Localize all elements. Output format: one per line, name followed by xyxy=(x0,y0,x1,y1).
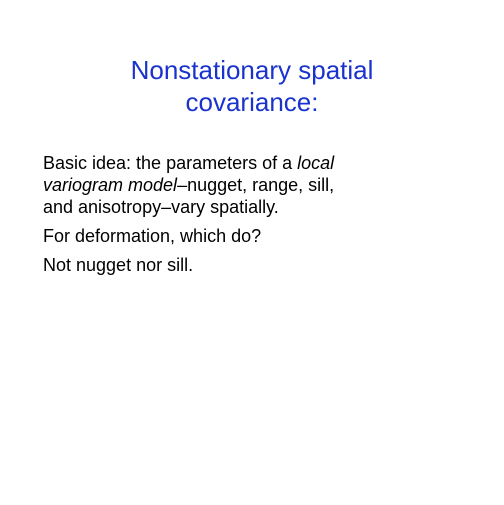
local-italic-text: local xyxy=(297,153,335,173)
paragraph-basic-idea xyxy=(43,152,483,218)
paragraph-line-3: and anisotropy–vary spatially. xyxy=(43,197,279,217)
nugget-range-sill-text: –nugget, range, sill, xyxy=(177,175,335,195)
slide-title-line-2: covariance: xyxy=(185,87,319,117)
slide-title xyxy=(0,54,504,118)
paragraph-nugget-sill: Not nugget nor sill. xyxy=(43,255,194,275)
paragraph-deformation: For deformation, which do? xyxy=(43,226,262,246)
slide-body xyxy=(43,152,483,283)
basic-idea-text: Basic idea: the parameters of a xyxy=(43,153,298,173)
variogram-model-italic-text: variogram model xyxy=(43,175,178,195)
slide-title-line-1: Nonstationary spatial xyxy=(130,55,374,85)
paragraph-line-1 xyxy=(43,152,483,174)
paragraph-line-2 xyxy=(43,174,483,196)
